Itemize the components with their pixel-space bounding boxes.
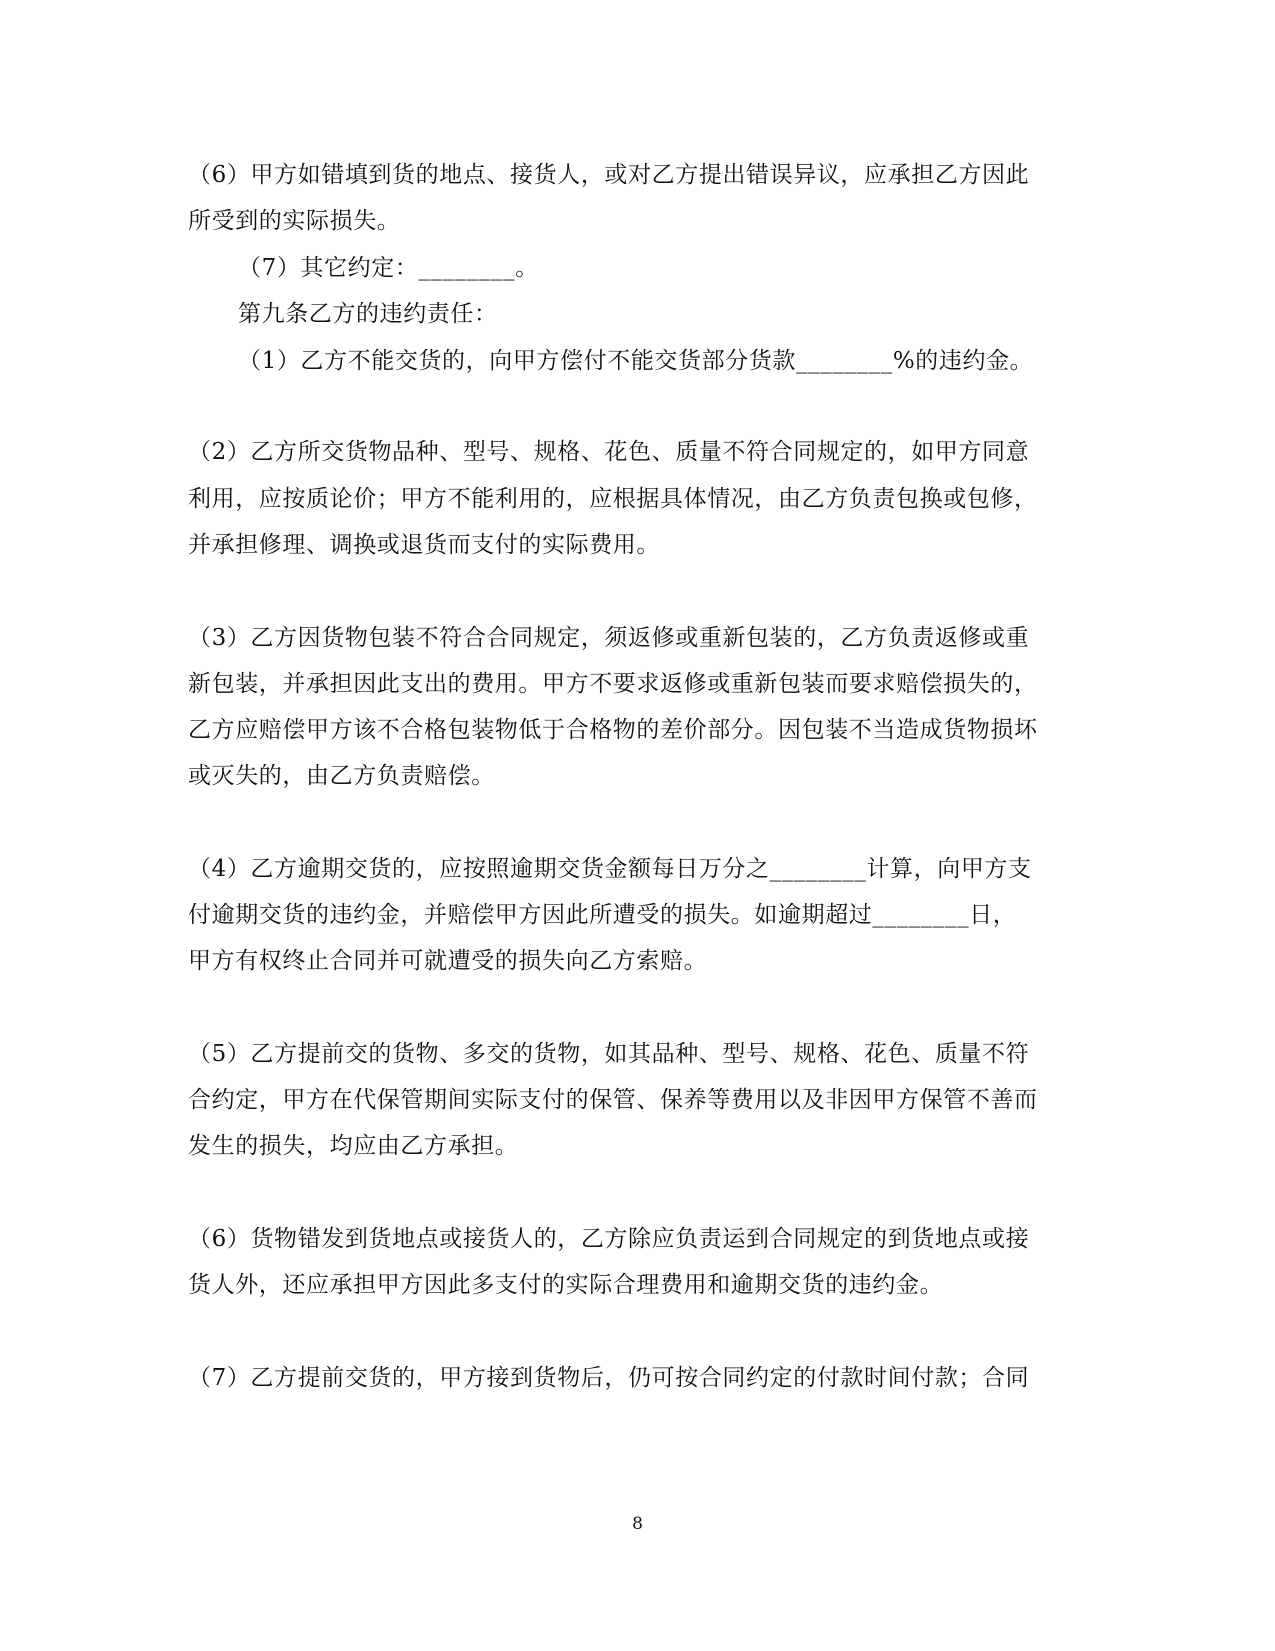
- text-line: （7）其它约定：________。: [238, 255, 539, 281]
- text-line: 或灭失的，由乙方负责赔偿。: [188, 763, 495, 789]
- text-line: （4）乙方逾期交货的，应按照逾期交货金额每日万分之________计算，向甲方支: [188, 856, 1032, 882]
- text-line: 发生的损失，均应由乙方承担。: [188, 1133, 519, 1159]
- text-line: 利用，应按质论价；甲方不能利用的，应根据具体情况，由乙方负责包换或包修，: [188, 486, 1038, 512]
- text-line: （1）乙方不能交货的，向甲方偿付不能交货部分货款________%的违约金。: [238, 348, 1034, 374]
- text-line: （6）甲方如错填到货的地点、接货人，或对乙方提出错误异议，应承担乙方因此: [188, 162, 1030, 188]
- page-number: 8: [632, 1514, 643, 1534]
- section-heading: 第九条乙方的违约责任：: [238, 301, 498, 327]
- text-line: （7）乙方提前交货的，甲方接到货物后，仍可按合同约定的付款时间付款；合同: [188, 1365, 1030, 1391]
- text-line: 甲方有权终止合同并可就遭受的损失向乙方索赔。: [188, 948, 708, 974]
- text-line: （2）乙方所交货物品种、型号、规格、花色、质量不符合同规定的，如甲方同意: [188, 439, 1030, 465]
- text-line: 所受到的实际损失。: [188, 208, 401, 234]
- text-line: 合约定，甲方在代保管期间实际支付的保管、保养等费用以及非因甲方保管不善而: [188, 1087, 1038, 1113]
- text-line: 货人外，还应承担甲方因此多支付的实际合理费用和逾期交货的违约金。: [188, 1272, 944, 1298]
- text-line: （3）乙方因货物包装不符合合同规定，须返修或重新包装的，乙方负责返修或重: [188, 625, 1030, 651]
- text-line: 付逾期交货的违约金，并赔偿甲方因此所遭受的损失。如逾期超过________日，: [188, 902, 1017, 928]
- text-line: 并承担修理、调换或退货而支付的实际费用。: [188, 532, 660, 558]
- text-line: （6）货物错发到货地点或接货人的，乙方除应负责运到合同规定的到货地点或接: [188, 1226, 1030, 1252]
- text-line: 新包装，并承担因此支出的费用。甲方不要求返修或重新包装而要求赔偿损失的，: [188, 671, 1038, 697]
- text-line: （5）乙方提前交的货物、多交的货物，如其品种、型号、规格、花色、质量不符: [188, 1041, 1030, 1067]
- text-line: 乙方应赔偿甲方该不合格包装物低于合格物的差价部分。因包装不当造成货物损坏: [188, 717, 1038, 743]
